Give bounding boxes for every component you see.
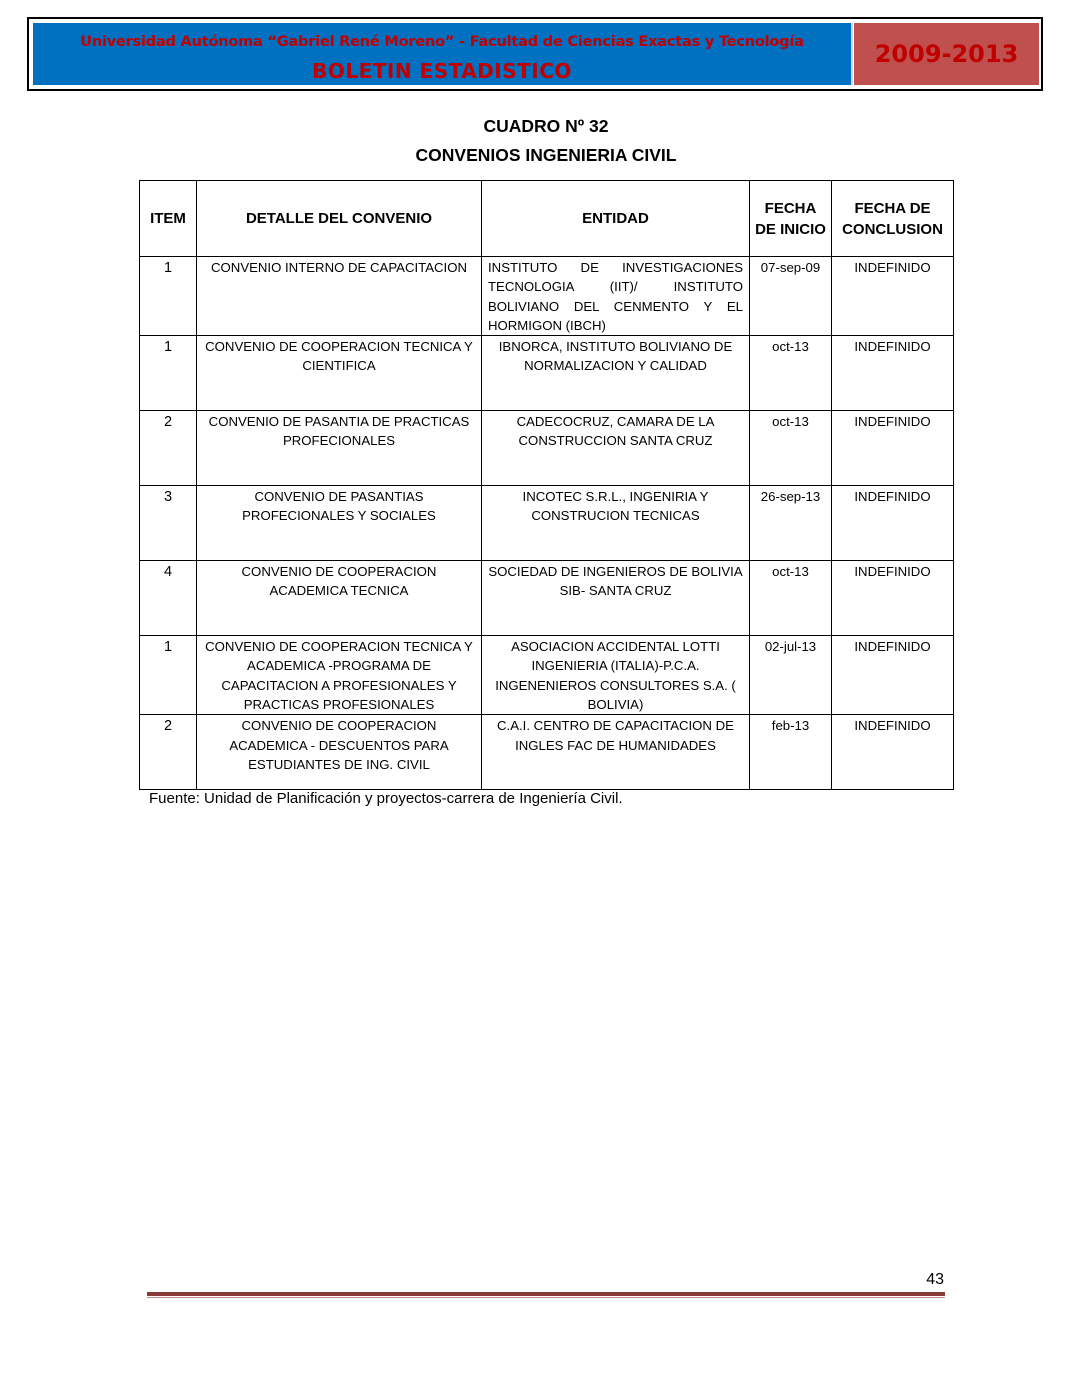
source-note: Fuente: Unidad de Planificación y proyectos-carrera de Ingeniería Civil. xyxy=(149,790,623,807)
header-fecha-conclusion: FECHA DE CONCLUSION xyxy=(832,181,954,257)
page-number: 43 xyxy=(926,1271,944,1288)
cell-detalle: CONVENIO DE COOPERACION ACADEMICA TECNICA xyxy=(197,561,482,636)
cell-detalle: CONVENIO DE COOPERACION TECNICA Y ACADEMICA -PROGRAMA DE CAPACITACION A PROFESIONALES Y PRACTICAS PROFESIONALES xyxy=(197,636,482,715)
cell-entidad: IBNORCA, INSTITUTO BOLIVIANO DE NORMALIZACION Y CALIDAD xyxy=(482,336,750,411)
header-item: ITEM xyxy=(140,181,197,257)
cell-fecha-conclusion: INDEFINIDO xyxy=(832,257,954,336)
cell-fecha-inicio: feb-13 xyxy=(750,715,832,790)
table-header-row xyxy=(140,181,954,257)
cell-entidad: INCOTEC S.R.L., INGENIRIA Y CONSTRUCION TECNICAS xyxy=(482,486,750,561)
table-number-title: CUADRO Nº 32 xyxy=(483,116,609,136)
table-row xyxy=(140,715,954,790)
header-blue-panel xyxy=(33,23,853,85)
cell-entidad: ASOCIACION ACCIDENTAL LOTTI INGENIERIA (ITALIA)-P.C.A. INGENENIEROS CONSULTORES S.A. ( BOLIVIA) xyxy=(482,636,750,715)
cell-item: 1 xyxy=(140,636,197,715)
years-label: 2009-2013 xyxy=(874,40,1019,68)
cell-fecha-conclusion: INDEFINIDO xyxy=(832,411,954,486)
cell-fecha-inicio: oct-13 xyxy=(750,411,832,486)
cell-item: 1 xyxy=(140,336,197,411)
header-fecha-inicio: FECHA DE INICIO xyxy=(750,181,832,257)
cell-entidad: SOCIEDAD DE INGENIEROS DE BOLIVIA SIB- SANTA CRUZ xyxy=(482,561,750,636)
header-detalle: DETALLE DEL CONVENIO xyxy=(197,181,482,257)
cell-fecha-inicio: oct-13 xyxy=(750,336,832,411)
cell-item: 2 xyxy=(140,411,197,486)
cell-detalle: CONVENIO DE COOPERACION ACADEMICA - DESCUENTOS PARA ESTUDIANTES DE ING. CIVIL xyxy=(197,715,482,790)
cell-fecha-inicio: oct-13 xyxy=(750,561,832,636)
table-row xyxy=(140,636,954,715)
cell-entidad: INSTITUTO DE INVESTIGACIONES TECNOLOGIA (IIT)/ INSTITUTO BOLIVIANO DEL CENMENTO Y EL HORMIGON (IBCH) xyxy=(482,257,750,336)
cell-item: 2 xyxy=(140,715,197,790)
header-banner xyxy=(27,17,1043,91)
header-entidad: ENTIDAD xyxy=(482,181,750,257)
cell-fecha-inicio: 02-jul-13 xyxy=(750,636,832,715)
cell-item: 3 xyxy=(140,486,197,561)
cell-detalle: CONVENIO DE PASANTIA DE PRACTICAS PROFECIONALES xyxy=(197,411,482,486)
cell-entidad: CADECOCRUZ, CAMARA DE LA CONSTRUCCION SANTA CRUZ xyxy=(482,411,750,486)
table-subject-title: CONVENIOS INGENIERIA CIVIL xyxy=(415,145,677,165)
table-row xyxy=(140,561,954,636)
table-row xyxy=(140,411,954,486)
cell-detalle: CONVENIO DE COOPERACION TECNICA Y CIENTIFICA xyxy=(197,336,482,411)
cell-fecha-inicio: 07-sep-09 xyxy=(750,257,832,336)
footer-divider-thin xyxy=(147,1297,945,1298)
cell-fecha-inicio: 26-sep-13 xyxy=(750,486,832,561)
cell-item: 4 xyxy=(140,561,197,636)
cell-fecha-conclusion: INDEFINIDO xyxy=(832,561,954,636)
cell-fecha-conclusion: INDEFINIDO xyxy=(832,715,954,790)
university-line: Universidad Autónoma “Gabriel René Moreno” - Facultad de Ciencias Exactas y Tecnología xyxy=(80,34,804,50)
table-row xyxy=(140,486,954,561)
bulletin-title: BOLETIN ESTADISTICO xyxy=(312,59,572,83)
footer-divider xyxy=(147,1292,945,1296)
cell-item: 1 xyxy=(140,257,197,336)
table-row xyxy=(140,257,954,336)
cell-detalle: CONVENIO DE PASANTIAS PROFECIONALES Y SOCIALES xyxy=(197,486,482,561)
cell-entidad: C.A.I. CENTRO DE CAPACITACION DE INGLES FAC DE HUMANIDADES xyxy=(482,715,750,790)
cell-detalle: CONVENIO INTERNO DE CAPACITACION xyxy=(197,257,482,336)
header-red-panel xyxy=(854,23,1039,85)
cell-fecha-conclusion: INDEFINIDO xyxy=(832,336,954,411)
cell-fecha-conclusion: INDEFINIDO xyxy=(832,636,954,715)
agreements-table xyxy=(139,180,954,790)
cell-fecha-conclusion: INDEFINIDO xyxy=(832,486,954,561)
table-row xyxy=(140,336,954,411)
